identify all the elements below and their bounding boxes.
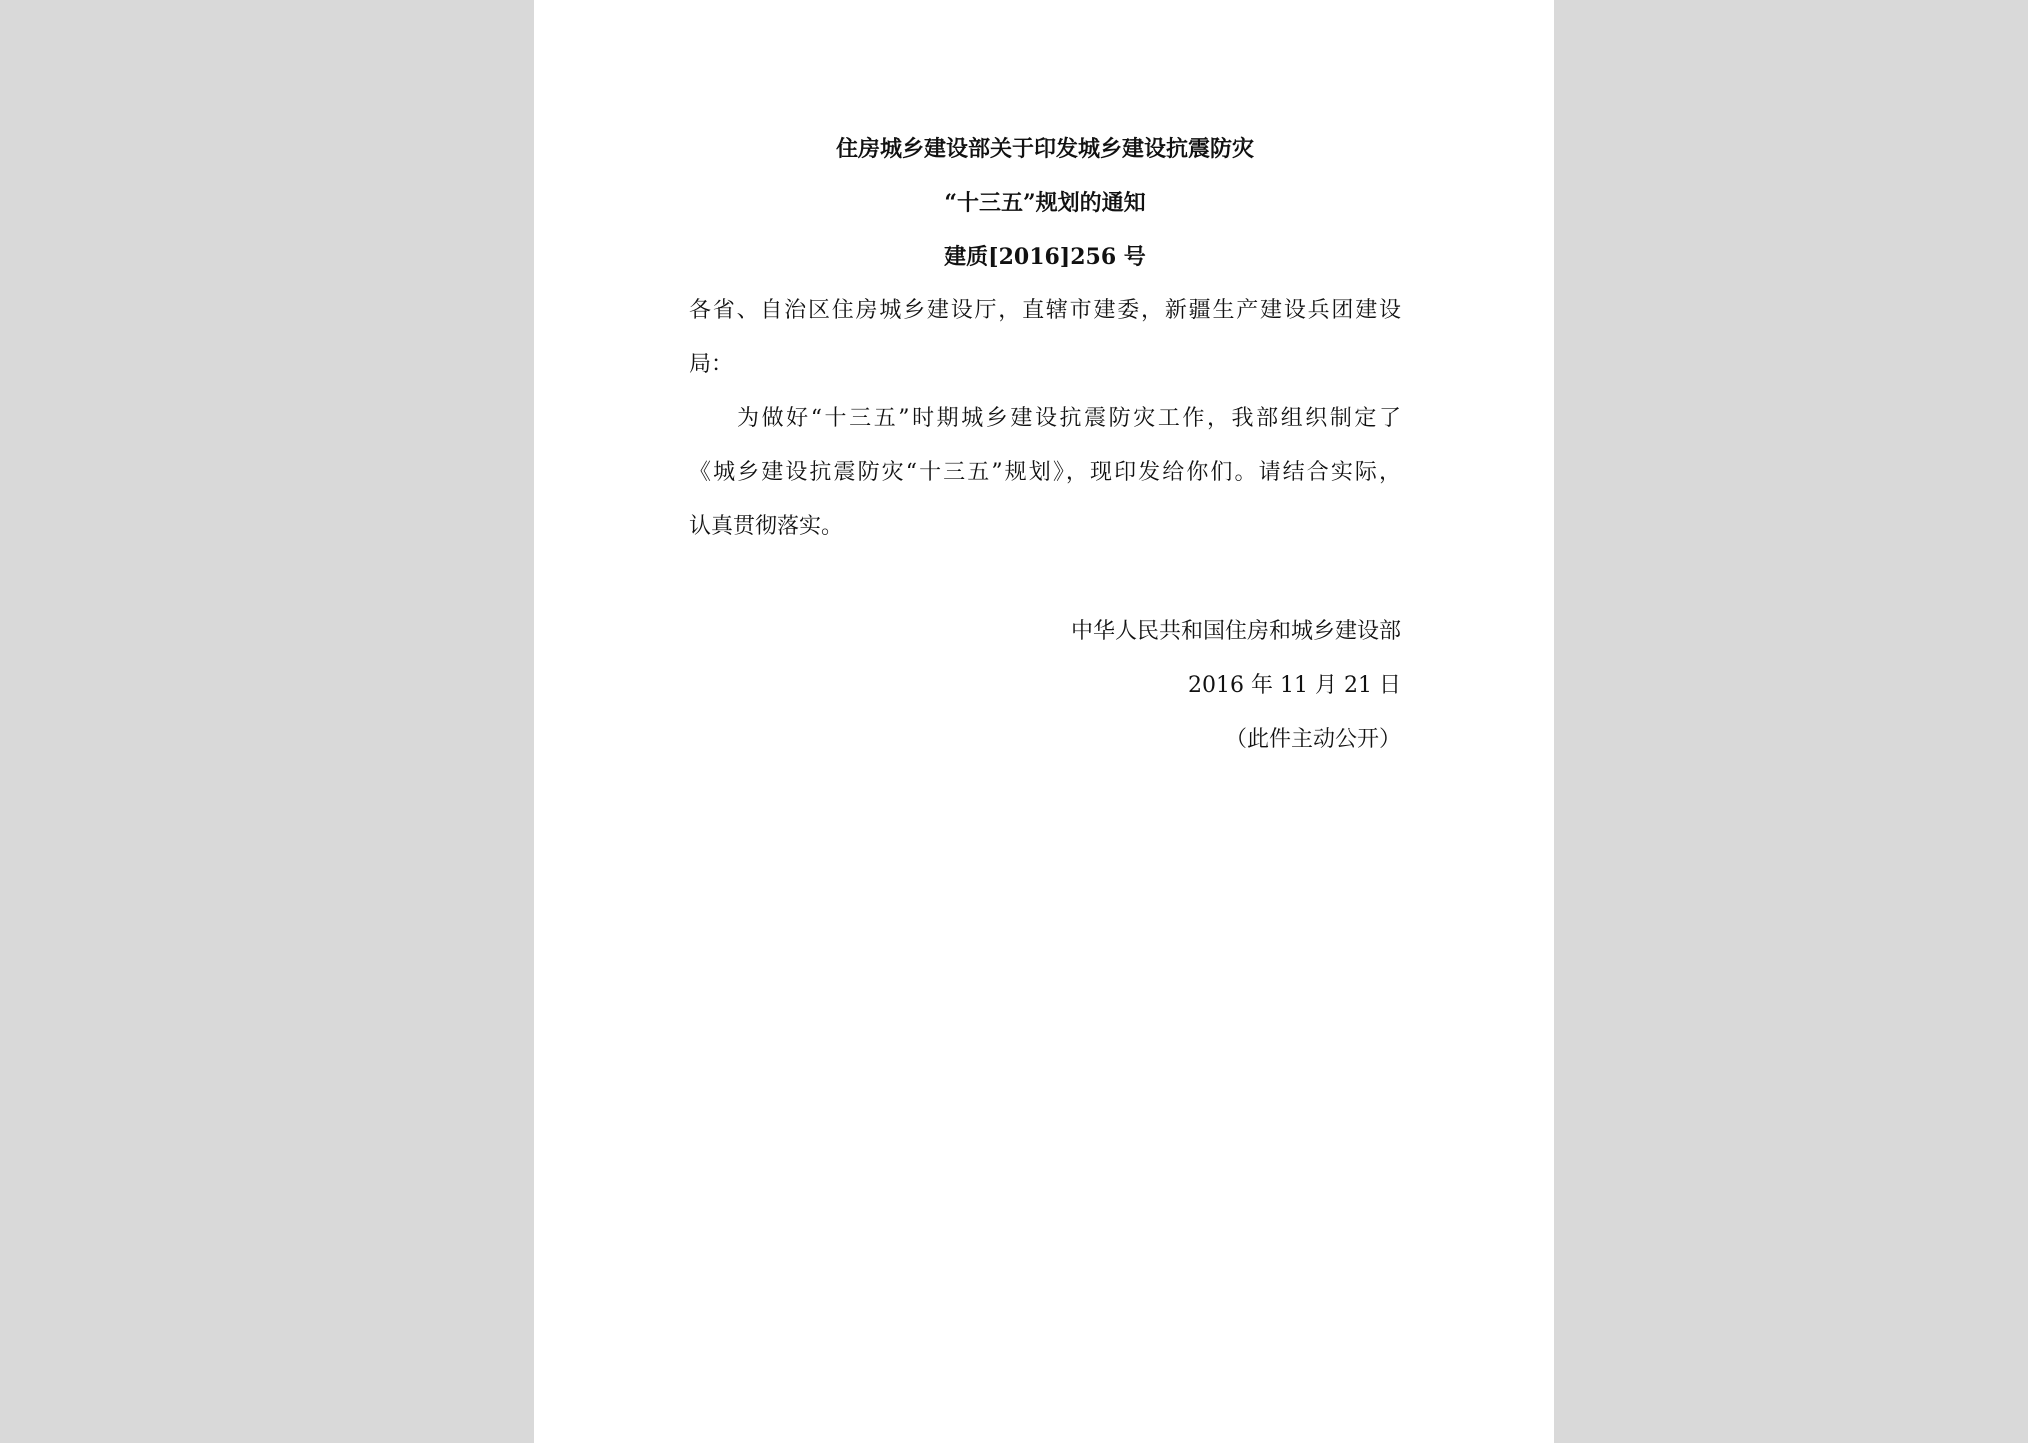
body-paragraph-line-1: 为做好“十三五”时期城乡建设抗震防灾工作，我部组织制定了 bbox=[737, 406, 1401, 431]
body-paragraph-line-2: 《城乡建设抗震防灾“十三五”规划》，现印发给你们。请结合实际， bbox=[689, 460, 1401, 485]
addressee-line-2: 局： bbox=[689, 352, 734, 377]
addressee-line-1: 各省、自治区住房城乡建设厅，直辖市建委，新疆生产建设兵团建设 bbox=[689, 298, 1401, 323]
body-paragraph-line-3: 认真贯彻落实。 bbox=[689, 514, 844, 539]
document-title-line-1: 住房城乡建设部关于印发城乡建设抗震防灾 bbox=[835, 136, 1254, 162]
document-title-line-2: “十三五”规划的通知 bbox=[944, 190, 1146, 216]
document-number: 建质[2016]256 号 bbox=[944, 244, 1146, 270]
document-page bbox=[534, 0, 1554, 1443]
disclosure-note: （此件主动公开） bbox=[1224, 727, 1401, 752]
issuer-signature: 中华人民共和国住房和城乡建设部 bbox=[1070, 619, 1401, 644]
issue-date: 2016 年 11 月 21 日 bbox=[1188, 673, 1401, 698]
